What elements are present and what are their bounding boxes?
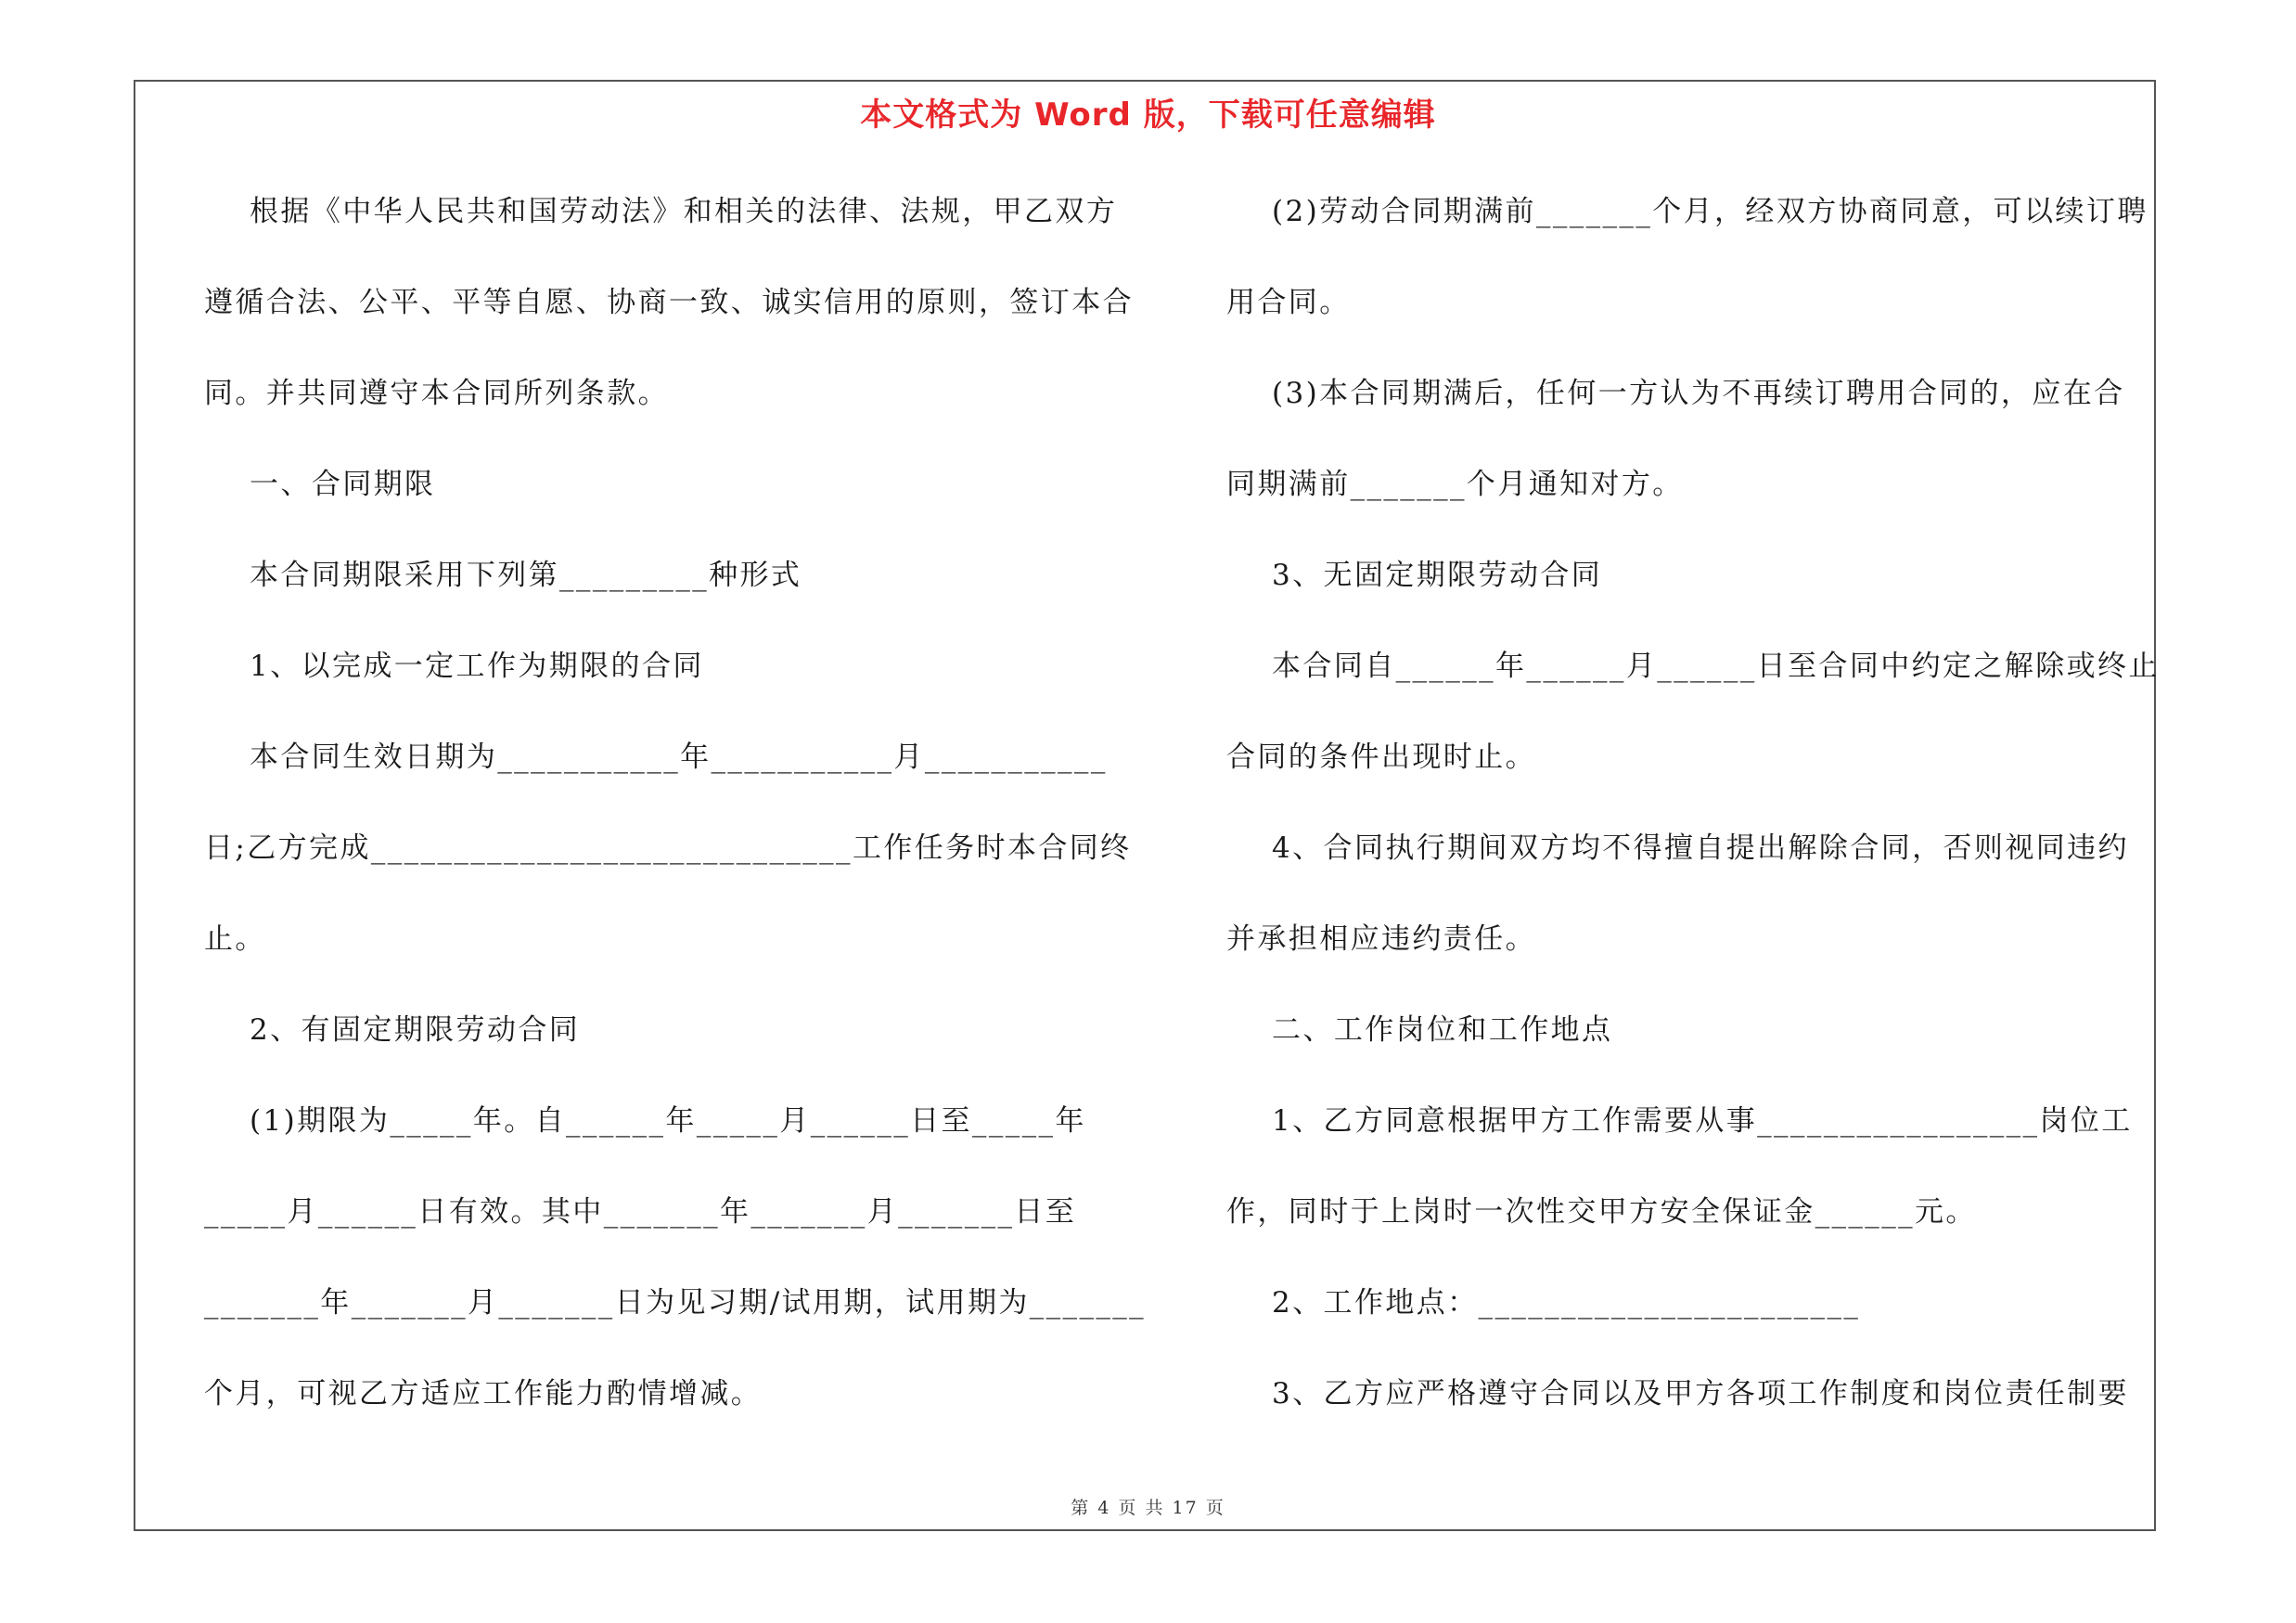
left-line: 根据《中华人民共和国劳动法》和相关的法律、法规，甲乙双方 [204,195,1118,228]
right-line: 作，同时于上岗时一次性交甲方安全保证金______元。 [1226,1195,1977,1229]
left-line: 日;乙方完成_____________________________工作任务时本合同终 [204,831,1132,865]
right-line: 1、乙方同意根据甲方工作需要从事_________________岗位工 [1226,1104,2133,1138]
right-line: 用合同。 [1226,286,1351,319]
section-heading: 一、合同期限 [204,468,436,501]
document-banner: 本文格式为 Word 版，下载可任意编辑 [860,97,1436,134]
right-line: 3、无固定期限劳动合同 [1226,559,1603,592]
right-line: (3)本合同期满后，任何一方认为不再续订聘用合同的，应在合 [1226,377,2125,410]
left-line: 本合同期限采用下列第_________种形式 [204,559,802,592]
right-line: 2、工作地点：_______________________ [1226,1286,1861,1320]
right-line: 并承担相应违约责任。 [1226,922,1536,956]
left-line: _______年_______月_______日为见习期/试用期，试用期为_______ [204,1286,1147,1320]
left-line: _____月______日有效。其中_______年_______月_______日至 [204,1195,1077,1229]
right-line: 3、乙方应严格遵守合同以及甲方各项工作制度和岗位责任制要 [1226,1377,2129,1410]
left-line: (1)期限为_____年。自______年_____月______日至_____年 [204,1104,1086,1138]
right-line: 4、合同执行期间双方均不得擅自提出解除合同，否则视同违约 [1226,831,2129,865]
left-line: 本合同生效日期为___________年___________月___________ [204,741,1108,774]
page-number: 第 4 页 共 17 页 [1071,1498,1225,1518]
right-line: 合同的条件出现时止。 [1226,741,1536,774]
section-heading: 二、工作岗位和工作地点 [1226,1013,1613,1047]
left-line: 个月，可视乙方适应工作能力酌情增减。 [204,1377,763,1410]
left-line: 止。 [204,922,266,956]
left-line: 遵循合法、公平、平等自愿、协商一致、诚实信用的原则，签订本合 [204,286,1134,319]
left-line: 2、有固定期限劳动合同 [204,1013,581,1047]
right-line: 同期满前_______个月通知对方。 [1226,468,1684,501]
left-line: 同。并共同遵守本合同所列条款。 [204,377,669,410]
right-line: 本合同自______年______月______日至合同中约定之解除或终止 [1226,650,2160,683]
left-line: 1、以完成一定工作为期限的合同 [204,650,704,683]
right-line: (2)劳动合同期满前_______个月，经双方协商同意，可以续订聘 [1226,195,2148,228]
